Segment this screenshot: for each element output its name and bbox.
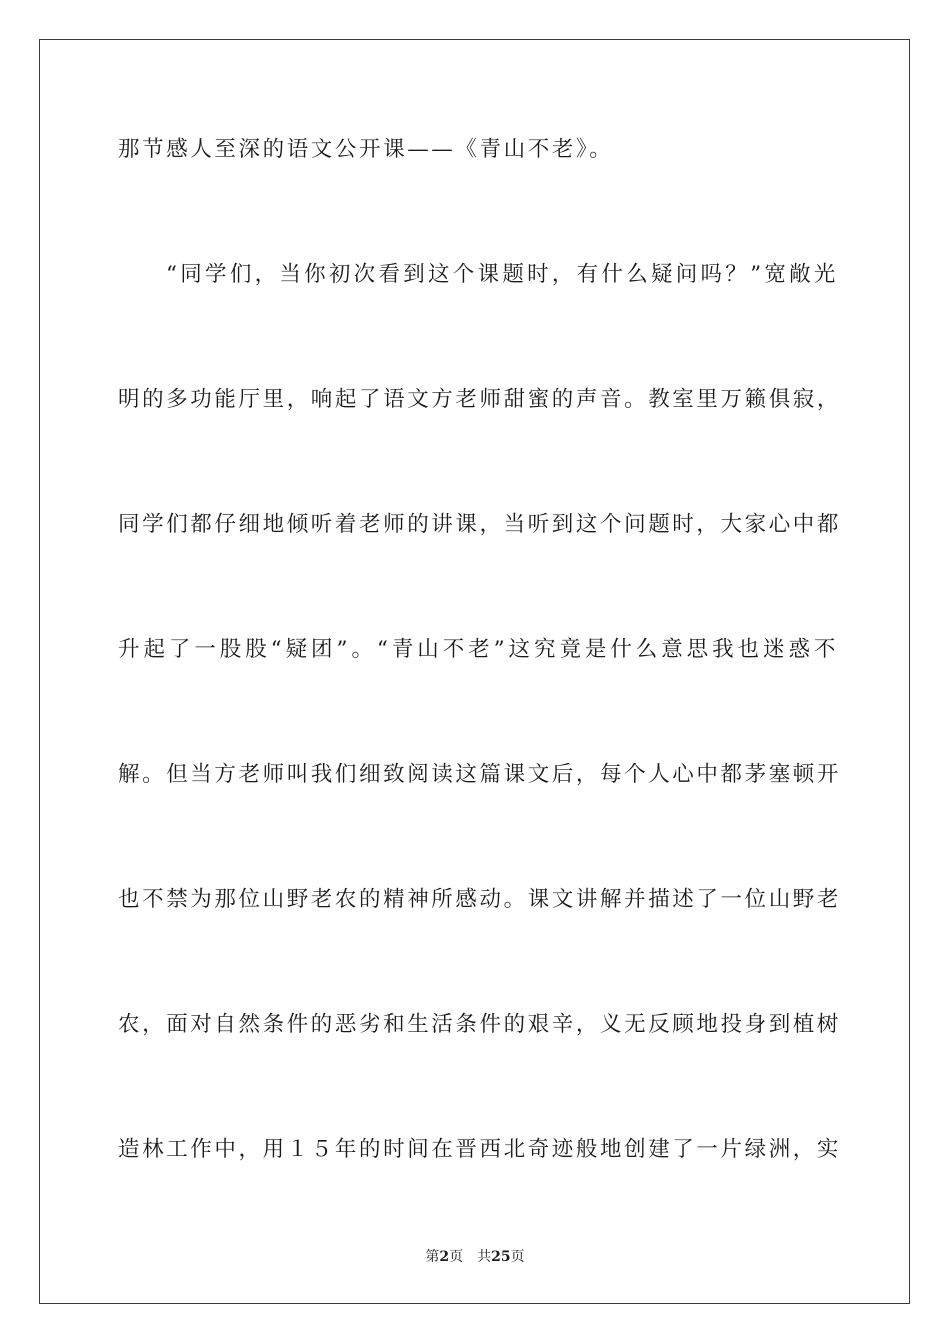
text-line-5: 升起了一股股“疑团”。“青山不老”这究竟是什么意思我也迷惑不	[118, 637, 838, 662]
page-border	[39, 39, 910, 1304]
page-footer	[0, 1248, 950, 1266]
total-suffix: 页	[510, 1249, 525, 1265]
page-prefix: 第	[425, 1249, 440, 1265]
page-suffix: 页	[449, 1249, 464, 1265]
total-prefix: 共	[477, 1249, 492, 1265]
text-line-7: 也不禁为那位山野老农的精神所感动。课文讲解并描述了一位山野老	[118, 887, 842, 912]
text-line-6: 解。但当方老师叫我们细致阅读这篇课文后，每个人心中都茅塞顿开	[118, 762, 842, 787]
total-pages: 25	[491, 1249, 511, 1265]
total-pages-indicator	[477, 1248, 524, 1266]
text-line-8: 农，面对自然条件的恶劣和生活条件的艰辛，义无反顾地投身到植树	[118, 1012, 842, 1037]
text-line-9: 造林工作中，用１５年的时间在晋西北奇迹般地创建了一片绿洲，实	[118, 1137, 842, 1162]
text-line-4: 同学们都仔细地倾听着老师的讲课，当听到这个问题时，大家心中都	[118, 512, 842, 537]
text-line-3: 明的多功能厅里，响起了语文方老师甜蜜的声音。教室里万籁俱寂，	[118, 387, 842, 412]
text-line-1: 那节感人至深的语文公开课——《青山不老》。	[118, 137, 614, 162]
text-line-2: “同学们，当你初次看到这个课题时，有什么疑问吗？”宽敞光	[166, 262, 838, 287]
page-indicator	[425, 1248, 463, 1266]
page-number: 2	[439, 1249, 450, 1265]
